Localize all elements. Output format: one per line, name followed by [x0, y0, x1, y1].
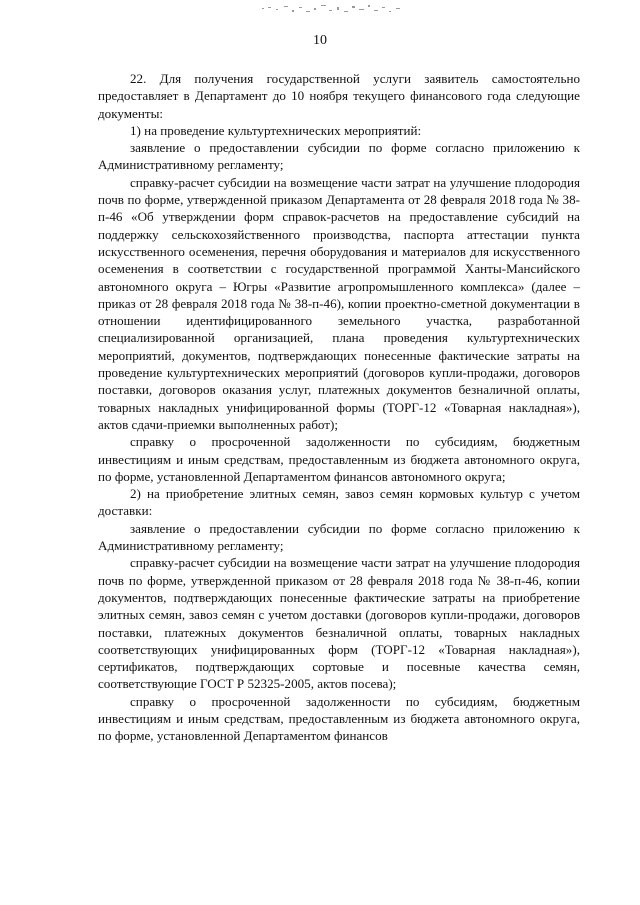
document-text: [98, 70, 580, 745]
paragraph-application: заявление о предоставлении субсидии по форме согласно приложению к Административному регламенту;: [98, 520, 580, 554]
paragraph-debt-certificate: справку о просроченной задолженности по субсидиям, бюджетным инвестициям и иным средствам, предоставленным из бюджета автономного округа, по форме, установленной Департаментом финансов автономного округа;: [98, 434, 580, 484]
paragraph-item-1-heading: 1) на проведение культуртехнических мероприятий:: [130, 122, 422, 138]
page-number: 10: [313, 33, 327, 48]
paragraph-subsidy-calculation: справку-расчет субсидии на возмещение части затрат на улучшение плодородия почв по форме, утвержденной приказом от 28 февраля 2018 года № 38-п-46, копии документов, подтверждающих понесенные фактические затраты на приобретение элитных семян, завоз семян с учетом доставки (договоров купли-продажи, договоров поставки, платежных документов безналичной оплаты, товарных накладных соответствующих унифицированных форм (ТОРГ-12 «Товарная накладная»), сертификатов, подтверждающих сортовые и посевные качества семян, соответствующие ГОСТ Р 52325-2005, актов посева);: [98, 555, 580, 692]
paragraph-clause-22: 22. Для получения государственной услуги заявитель самостоятельно предоставляет в Департамент до 10 ноября текущего финансового года следующие документы:: [98, 71, 580, 121]
scan-artifact: [258, 2, 408, 16]
paragraph-item-2-heading: 2) на приобретение элитных семян, завоз семян кормовых культур с учетом доставки:: [98, 486, 580, 519]
paragraph-application: заявление о предоставлении субсидии по форме согласно приложению к Административному регламенту;: [98, 140, 580, 173]
paragraph-debt-certificate: справку о просроченной задолженности по субсидиям, бюджетным инвестициям и иным средствам, предоставленным из бюджета автономного округа, по форме, установленной Департаментом финансов: [98, 693, 580, 744]
paragraph-subsidy-calculation: справку-расчет субсидии на возмещение части затрат на улучшение плодородия почв по форме, утвержденной приказом Департамента от 28 февраля 2018 года № 38-п-46 «Об утверждении форм справок-расчетов на предоставление субсидий на поддержку сельскохозяйственного производства, паспорта аттестации пункта искусственного осеменения, перечня оборудования и материалов для искусственного осеменения в соответствии с государственной программой Ханты-Мансийского автономного округа – Югры «Развитие агропромышленного комплекса» (далее – приказ от 28 февраля 2018 года № 38-п-46), копии проектно-сметной документации в отношении идентифицированного земельного участка, разработанной специализированной организацией, плана проведения культуртехнических мероприятий, документов, подтверждающих понесенные фактические затраты на проведение культуртехнических мероприятий (договоров купли-продажи, договоров поставки, договоров оказания услуг, платежных документов безналичной оплаты, товарных накладных унифицированной формы (ТОРГ-12 «Товарная накладная»), актов сдачи-приемки выполненных работ);: [98, 174, 580, 432]
